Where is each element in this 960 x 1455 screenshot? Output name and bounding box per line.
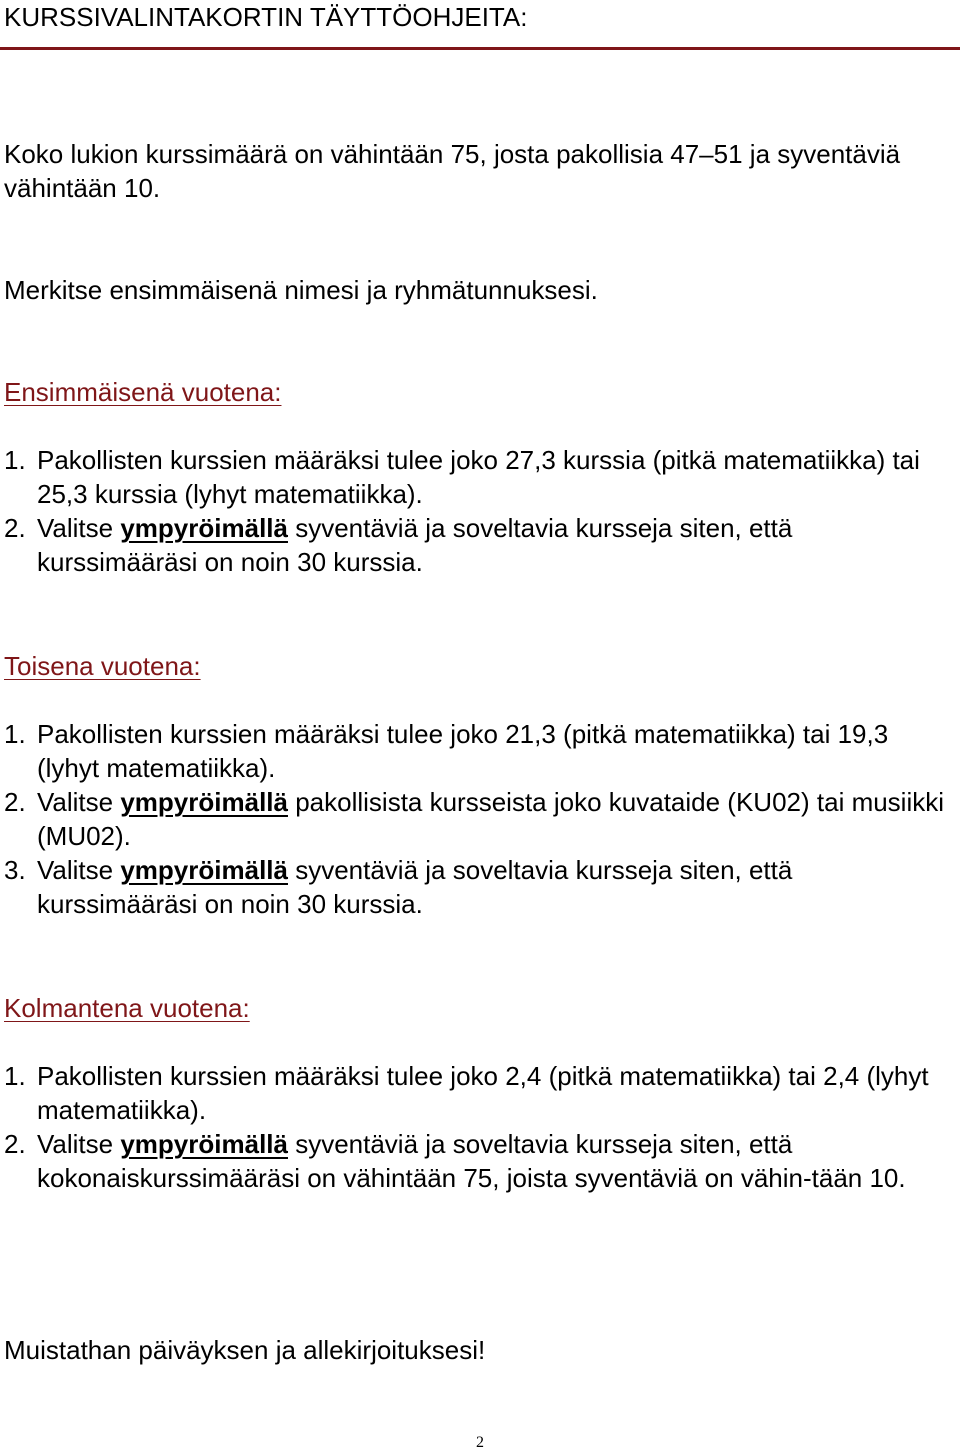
second-year-list <box>4 717 949 921</box>
item-number: 1. <box>4 719 26 749</box>
page-number: 2 <box>476 1434 484 1451</box>
item-text: Pakollisten kurssien määräksi tulee joko 27,3 kurssia (pitkä matematiikka) tai 25,3 kurssia (lyhyt matematiikka). <box>37 445 920 509</box>
item-number: 1. <box>4 1061 26 1091</box>
emphasis-word: ympyröimällä <box>120 855 288 885</box>
item-text-before: Valitse <box>37 787 121 817</box>
item-text-before: Valitse <box>37 1129 121 1159</box>
first-year-item-2 <box>4 511 949 579</box>
item-text-after: syventäviä ja soveltavia kursseja siten, että kokonaiskurssimääräsi on vähintään 75, joista syventäviä on vähin-tään 10. <box>37 1129 906 1193</box>
item-text: Pakollisten kurssien määräksi tulee joko 21,3 (pitkä matematiikka) tai 19,3 (lyhyt matematiikka). <box>37 719 889 783</box>
item-text-before: Valitse <box>37 513 121 543</box>
first-year-list <box>4 443 949 579</box>
closing-reminder: Muistathan päiväyksen ja allekirjoituksesi! <box>4 1335 486 1365</box>
item-number: 3. <box>4 855 26 885</box>
emphasis-word: ympyröimällä <box>120 1129 288 1159</box>
item-number: 2. <box>4 787 26 817</box>
item-text: Pakollisten kurssien määräksi tulee joko 2,4 (pitkä matematiikka) tai 2,4 (lyhyt matematiikka). <box>37 1061 929 1125</box>
second-year-item-3 <box>4 853 949 921</box>
emphasis-word: ympyröimällä <box>120 787 288 817</box>
intro-name-instruction: Merkitse ensimmäisenä nimesi ja ryhmätunnuksesi. <box>4 275 598 305</box>
first-year-item-1 <box>4 443 949 511</box>
second-year-item-1 <box>4 717 949 785</box>
item-text-after: syventäviä ja soveltavia kursseja siten, että kurssimääräsi on noin 30 kurssia. <box>37 513 793 577</box>
item-number: 2. <box>4 513 26 543</box>
heading-first-year: Ensimmäisenä vuotena: <box>4 377 282 407</box>
third-year-list <box>4 1059 949 1195</box>
item-text-after: syventäviä ja soveltavia kursseja siten, että kurssimääräsi on noin 30 kurssia. <box>37 855 793 919</box>
item-number: 2. <box>4 1129 26 1159</box>
title-rule <box>0 47 960 50</box>
item-text-after: pakollisista kursseista joko kuvataide (KU02) tai musiikki (MU02). <box>37 787 945 851</box>
item-text-before: Valitse <box>37 855 121 885</box>
emphasis-word: ympyröimällä <box>120 513 288 543</box>
intro-total-courses: Koko lukion kurssimäärä on vähintään 75, josta pakollisia 47–51 ja syventäviä vähintään 10. <box>4 139 901 203</box>
document-title: KURSSIVALINTAKORTIN TÄYTTÖOHJEITA: <box>4 2 528 32</box>
heading-second-year: Toisena vuotena: <box>4 651 201 681</box>
item-number: 1. <box>4 445 26 475</box>
third-year-item-1 <box>4 1059 949 1127</box>
third-year-item-2 <box>4 1127 949 1195</box>
second-year-item-2 <box>4 785 949 853</box>
heading-third-year: Kolmantena vuotena: <box>4 993 250 1023</box>
